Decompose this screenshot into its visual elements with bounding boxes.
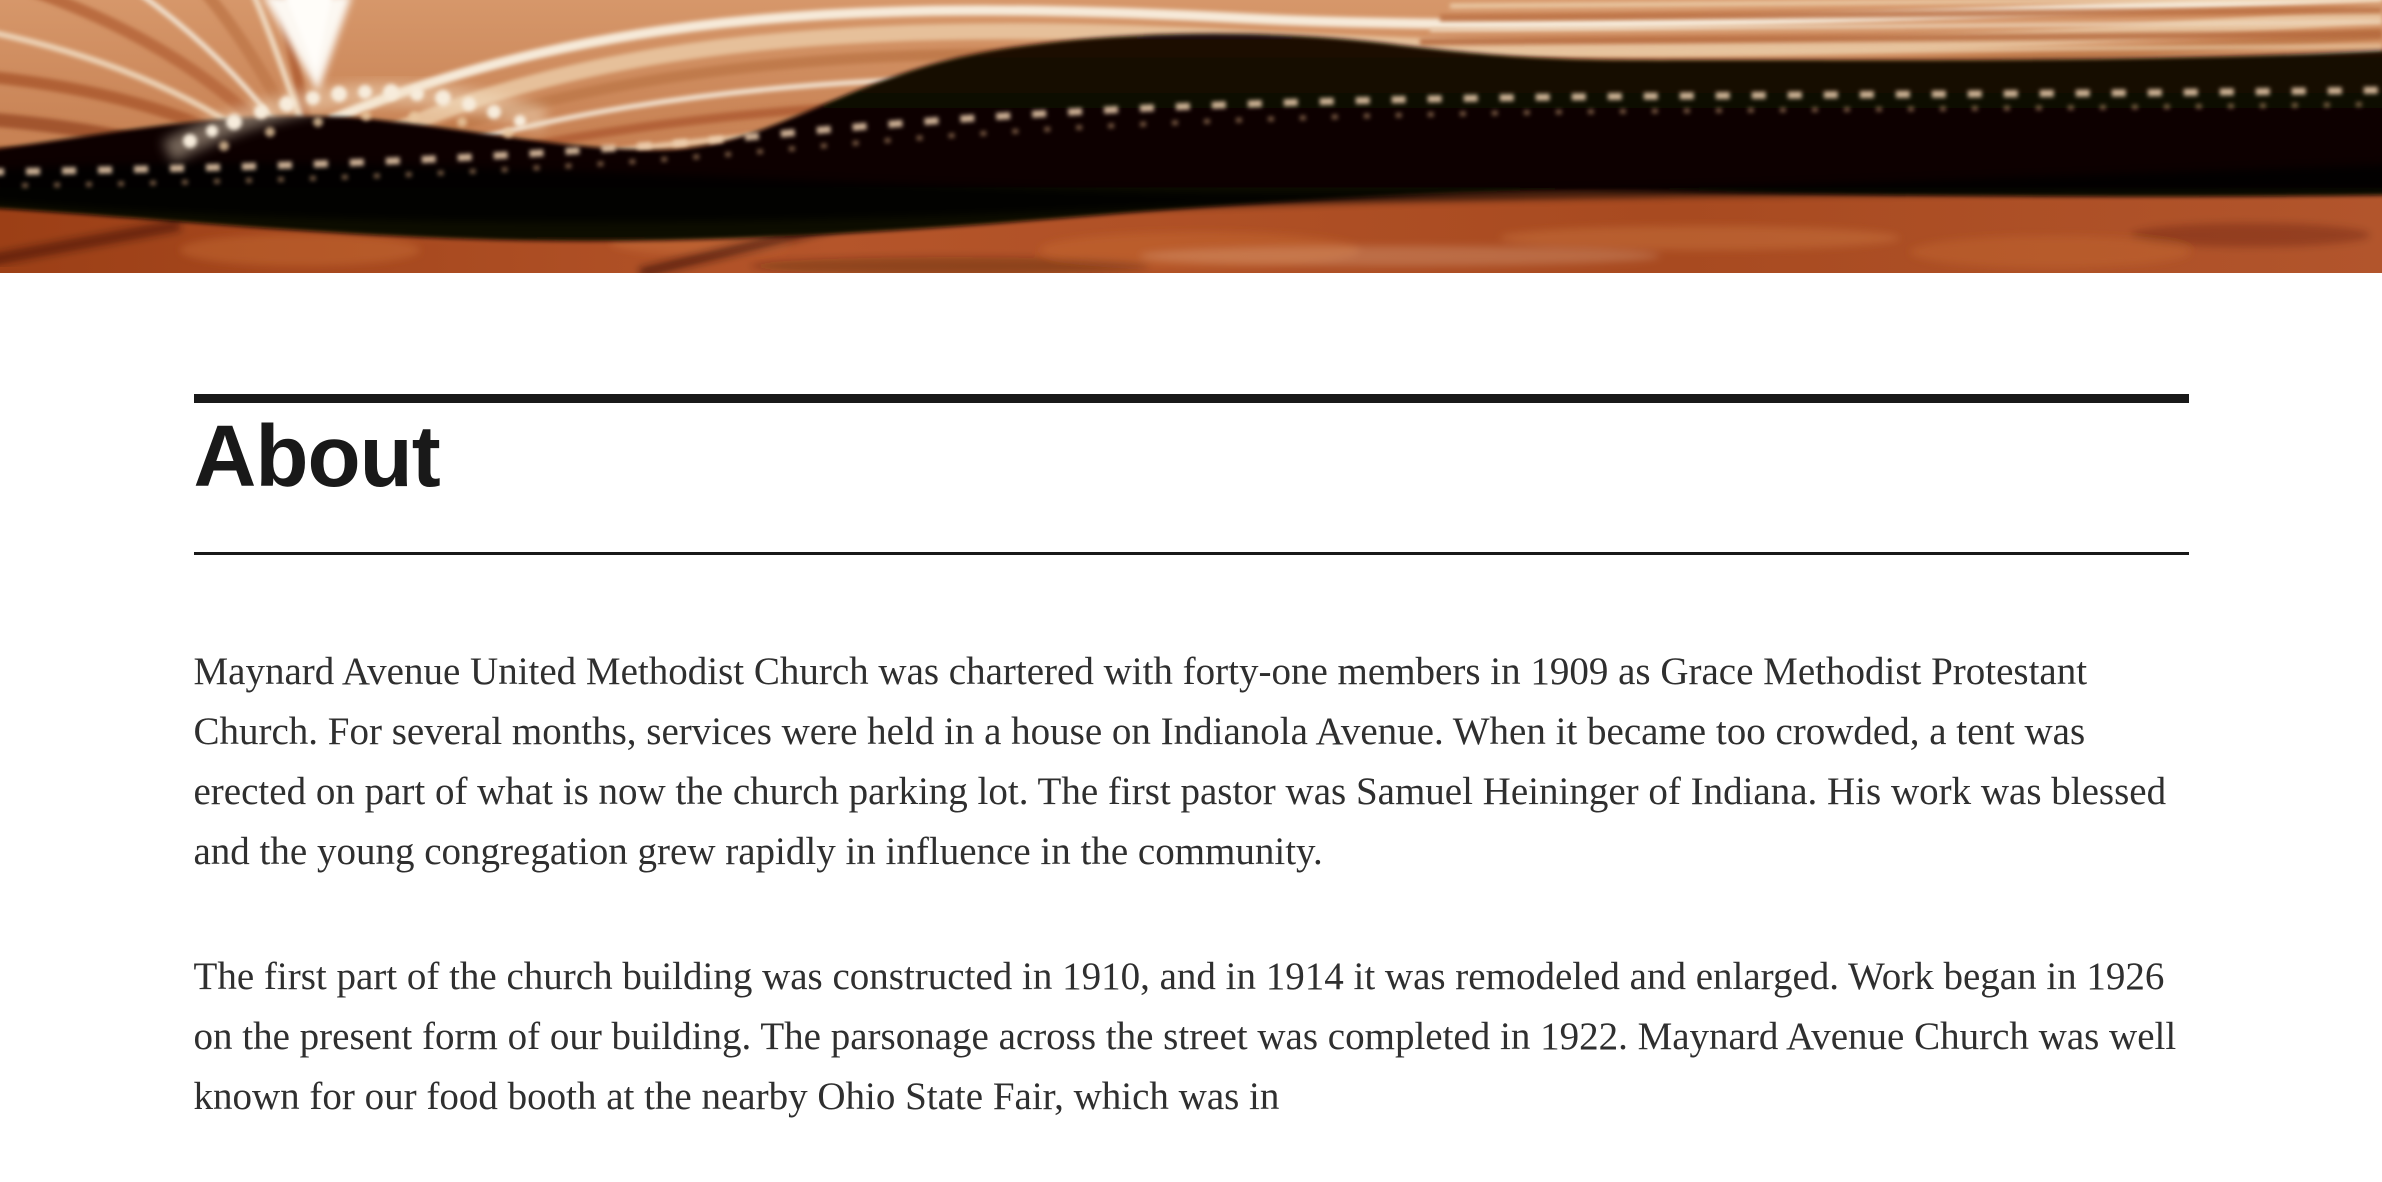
page-content [0, 394, 2382, 1127]
hero-banner [0, 0, 2382, 273]
open-book-photo [0, 0, 2382, 273]
page-title: About [193, 408, 440, 505]
content-container [194, 394, 2189, 1127]
heading-bottom-rule [194, 552, 2189, 555]
heading-top-rule [194, 394, 2189, 403]
history-paragraph-1: Maynard Avenue United Methodist Church was chartered with forty-one members in 1909 as Grace Methodist Protestant Church. For several months, services were held in a house on Indianola Avenue. When it became too crowded, a tent was erected on part of what is now the church parking lot. The first pastor was Samuel Heininger of Indiana. His work was blessed and the young congregation grew rapidly in influence in the community. [193, 650, 2167, 873]
history-paragraph-2: The first part of the church building was constructed in 1910, and in 1914 it was remodeled and enlarged. Work began in 1926 on the present form of our building. The parsonage across the street was completed in 1922. Maynard Avenue Church was well known for our food booth at the nearby Ohio State Fair, which was in [193, 955, 2177, 1118]
